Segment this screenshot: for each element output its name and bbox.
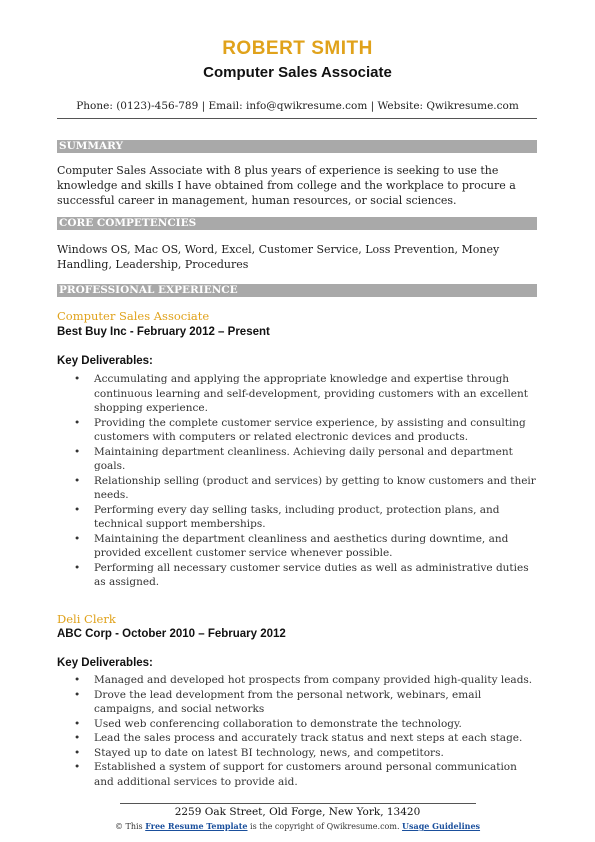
job-role: Computer Sales Associate	[57, 309, 210, 323]
bullet-icon: •	[74, 532, 81, 545]
job-role: Deli Clerk	[57, 612, 116, 626]
list-item: • Relationship selling (product and services) by getting to know customers and their needs.	[74, 474, 536, 501]
deliverables-list	[57, 673, 537, 789]
deliverables-list	[57, 372, 537, 590]
bullet-icon: •	[74, 445, 81, 458]
list-item: • Managed and developed hot prospects from company provided high-quality leads.	[74, 674, 533, 686]
bullet-icon: •	[74, 474, 81, 487]
bullet-icon: •	[74, 761, 81, 773]
footer-address: 2259 Oak Street, Old Forge, New York, 13420	[174, 806, 421, 818]
candidate-title: Computer Sales Associate	[203, 64, 392, 81]
bullet-icon: •	[74, 746, 81, 759]
list-item: • Performing every day selling tasks, including product, protection plans, and technical support memberships.	[74, 503, 500, 530]
list-item: • Established a system of support for customers around personal communication and additional services to provide aid.	[74, 761, 517, 788]
list-item: • Lead the sales process and accurately track status and next steps at each stage.	[74, 732, 523, 744]
competencies-heading: CORE COMPETENCIES	[57, 217, 537, 230]
footer-copyright: © This Free Resume Template is the copyright of Qwikresume.com. Usage Guidelines	[114, 821, 481, 831]
bullet-icon: •	[74, 373, 81, 385]
list-item: • Drove the lead development from the personal network, webinars, email campaigns, and social networks	[74, 688, 482, 715]
candidate-name: ROBERT SMITH	[222, 38, 373, 59]
bullet-icon: •	[74, 503, 81, 516]
list-item: • Used web conferencing collaboration to demonstrate the technology.	[74, 717, 462, 730]
free-resume-template-link[interactable]: Free Resume Template	[145, 821, 248, 831]
list-item: • Stayed up to date on latest BI technology, news, and competitors.	[74, 746, 444, 759]
job-company: ABC Corp - October 2010 – February 2012	[57, 628, 286, 640]
bullet-icon: •	[74, 674, 81, 686]
summary-heading: SUMMARY	[57, 140, 537, 153]
bullet-icon: •	[74, 717, 81, 730]
list-item: • Maintaining the department cleanliness and aesthetics during downtime, and provided excellent customer service whenever possible.	[74, 532, 509, 559]
key-deliverables-label: Key Deliverables:	[57, 355, 153, 367]
competencies-text: Windows OS, Mac OS, Word, Excel, Customer Service, Loss Prevention, Money Handling, Leadership, Procedures	[57, 243, 500, 271]
list-item: • Accumulating and applying the appropriate knowledge and expertise through continuous learning and self-development, providing customers with an excellent shopping experience.	[74, 373, 528, 414]
key-deliverables-label: Key Deliverables:	[57, 657, 153, 669]
experience-heading: PROFESSIONAL EXPERIENCE	[57, 284, 537, 297]
bullet-icon: •	[74, 416, 81, 429]
bullet-icon: •	[74, 561, 81, 574]
usage-guidelines-link[interactable]: Usage Guidelines	[402, 821, 481, 831]
list-item: • Maintaining department cleanliness. Achieving daily personal and department goals.	[74, 445, 513, 472]
list-item: • Providing the complete customer service experience, by assisting and consulting customers with computers or related electronic devices and products.	[74, 416, 526, 443]
list-item: • Performing all necessary customer service duties as well as administrative duties as assigned.	[74, 561, 529, 588]
contact-line: Phone: (0123)-456-789 | Email: info@qwikresume.com | Website: Qwikresume.com	[76, 100, 519, 112]
header-divider	[57, 118, 537, 119]
footer-divider	[120, 803, 476, 804]
bullet-icon: •	[74, 688, 81, 701]
job-company: Best Buy Inc - February 2012 – Present	[57, 326, 270, 338]
bullet-icon: •	[74, 732, 81, 744]
summary-text: Computer Sales Associate with 8 plus years of experience is seeking to use the knowledge and skills I have obtained from college and the workplace to procure a successful career in management, human resources, or social sciences.	[57, 164, 516, 207]
